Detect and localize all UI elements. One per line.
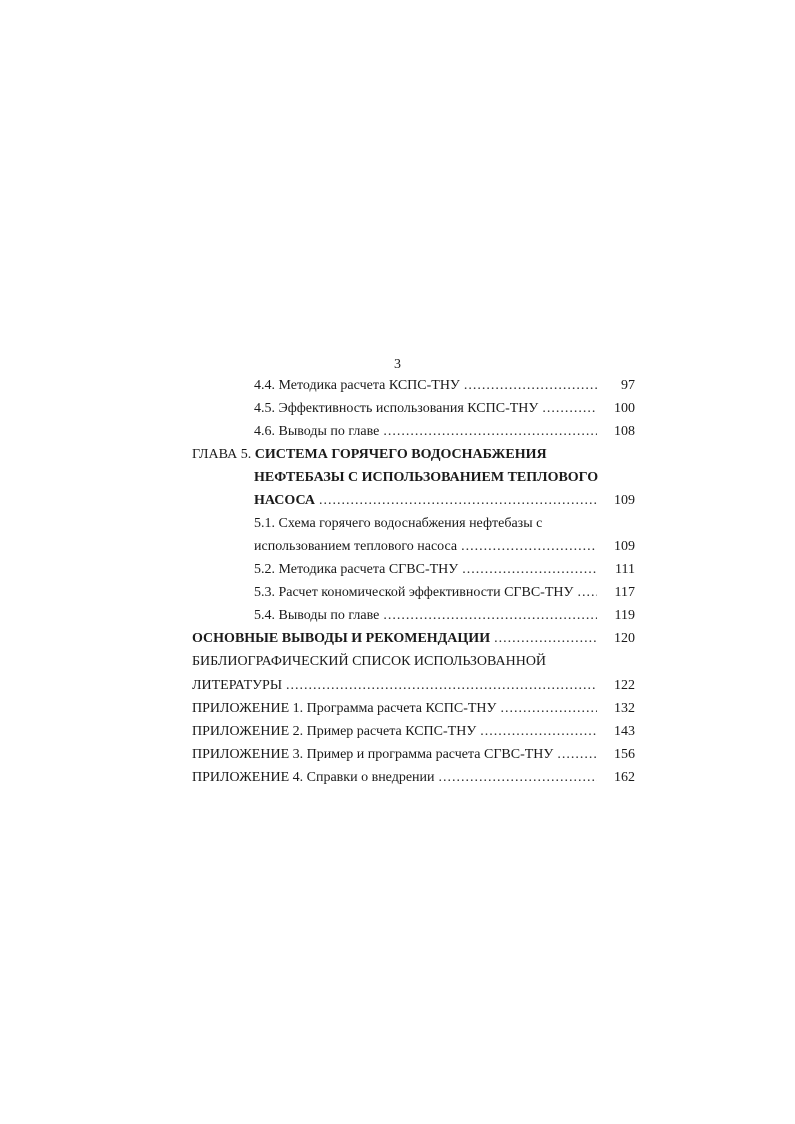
leader-dots: [319, 491, 597, 511]
leader-dots: [439, 768, 597, 788]
toc-entry-page: 122: [614, 678, 635, 693]
toc-entry-page: 111: [615, 562, 635, 577]
leader-dots: [286, 676, 597, 696]
toc-entry-4-4: [254, 376, 635, 396]
toc-chapter-5-line2: [254, 468, 598, 488]
leader-dots: [577, 583, 597, 603]
toc-entry-conclusions: [192, 629, 635, 649]
toc-entry-label: ОСНОВНЫЕ ВЫВОДЫ И РЕКОМЕНДАЦИИ: [192, 631, 491, 646]
leader-dots: [464, 376, 597, 396]
toc-entry-label: 4.5. Эффективность использования КСПС-ТНУ: [254, 401, 539, 416]
toc-entry-label: 5.4. Выводы по главе: [254, 608, 380, 623]
toc-entry-label: использованием теплового насоса: [254, 539, 458, 554]
toc-entry-5-1-line2: [254, 537, 635, 557]
toc-entry-page: 117: [614, 585, 635, 600]
toc-entry-bibliography-line1: [192, 652, 546, 672]
toc-entry-page: 119: [614, 608, 635, 623]
toc-entry-page: 162: [614, 770, 635, 785]
toc-entry-label: ПРИЛОЖЕНИЕ 1. Программа расчета КСПС-ТНУ: [192, 701, 497, 716]
toc-entry-label: ЛИТЕРАТУРЫ: [192, 678, 283, 693]
leader-dots: [500, 699, 597, 719]
toc-entry-bibliography-line2: [192, 676, 635, 696]
chapter-prefix: ГЛАВА 5.: [192, 447, 252, 462]
toc-entry-page: 97: [621, 378, 635, 393]
toc-entry-page: 109: [614, 539, 635, 554]
leader-dots: [383, 422, 597, 442]
toc-entry-page: 120: [614, 631, 635, 646]
toc-entry-appendix-2: [192, 722, 635, 742]
chapter-title-line2: НЕФТЕБАЗЫ С ИСПОЛЬЗОВАНИЕМ ТЕПЛОВОГО: [254, 470, 599, 485]
toc-entry-page: 156: [614, 747, 635, 762]
toc-entry-label: ПРИЛОЖЕНИЕ 2. Пример расчета КСПС-ТНУ: [192, 724, 477, 739]
toc-entry-label: БИБЛИОГРАФИЧЕСКИЙ СПИСОК ИСПОЛЬЗОВАННОЙ: [192, 654, 547, 669]
toc-entry-page: 109: [614, 493, 635, 508]
toc-entry-appendix-1: [192, 699, 635, 719]
page-number: 3: [394, 357, 401, 372]
leader-dots: [542, 399, 597, 419]
chapter-title-line3: НАСОСА: [254, 493, 315, 508]
leader-dots: [383, 606, 597, 626]
toc-chapter-5-line3: [254, 491, 635, 511]
toc-entry-label: 4.6. Выводы по главе: [254, 424, 380, 439]
toc-entry-5-1-line1: [254, 514, 542, 534]
toc-entry-label: ПРИЛОЖЕНИЕ 4. Справки о внедрении: [192, 770, 435, 785]
toc-chapter-5-line1: [192, 445, 547, 465]
toc-entry-label: 5.1. Схема горячего водоснабжения нефтебазы с: [254, 516, 543, 531]
leader-dots: [494, 629, 597, 649]
toc-entry-page: 132: [614, 701, 635, 716]
leader-dots: [480, 722, 597, 742]
leader-dots: [461, 537, 597, 557]
toc-entry-label: 4.4. Методика расчета КСПС-ТНУ: [254, 378, 460, 393]
toc-entry-page: 108: [614, 424, 635, 439]
toc-entry-label: 5.3. Расчет кономической эффективности СГВС-ТНУ: [254, 585, 574, 600]
toc-entry-4-5: [254, 399, 635, 419]
toc-entry-page: 100: [614, 401, 635, 416]
toc-entry-appendix-3: [192, 745, 635, 765]
toc-entry-5-2: [254, 560, 635, 580]
toc-entry-page: 143: [614, 724, 635, 739]
toc-entry-4-6: [254, 422, 635, 442]
leader-dots: [462, 560, 597, 580]
toc-entry-label: ПРИЛОЖЕНИЕ 3. Пример и программа расчета СГВС-ТНУ: [192, 747, 554, 762]
toc-entry-5-3: [254, 583, 635, 603]
toc-entry-label: 5.2. Методика расчета СГВС-ТНУ: [254, 562, 459, 577]
chapter-title-line1: СИСТЕМА ГОРЯЧЕГО ВОДОСНАБЖЕНИЯ: [254, 447, 547, 462]
toc-entry-appendix-4: [192, 768, 635, 788]
leader-dots: [557, 745, 597, 765]
toc-entry-5-4: [254, 606, 635, 626]
